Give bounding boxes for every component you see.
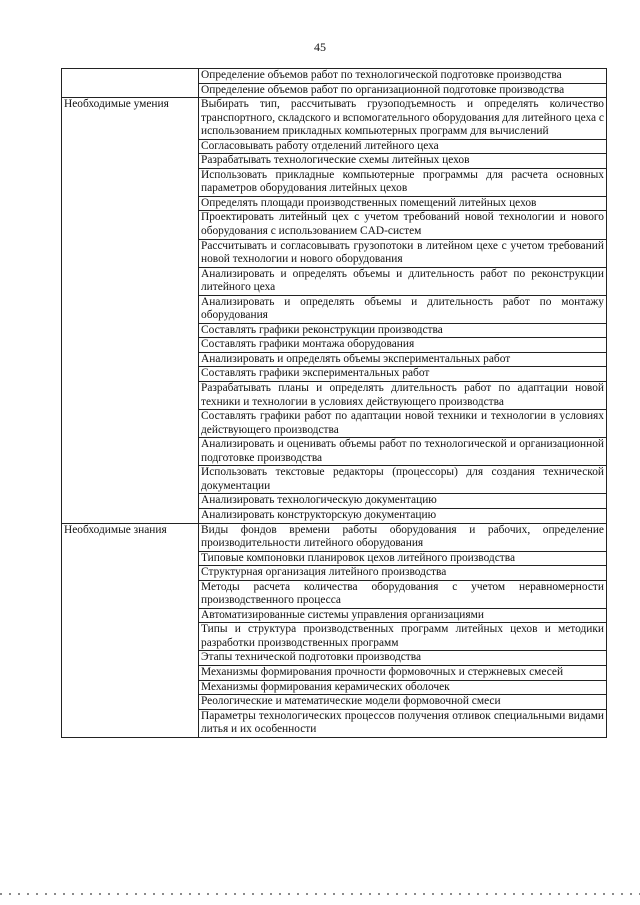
requirement-item: Составлять графики экспериментальных работ bbox=[199, 367, 607, 382]
requirement-item: Выбирать тип, рассчитывать грузоподъемность и определять количество транспортного, складского и вспомогательного оборудования для литейного цеха с использованием прикладных компьютерных программ для вычислений bbox=[199, 98, 607, 140]
requirement-item: Использовать прикладные компьютерные программы для расчета основных параметров оборудования литейных цехов bbox=[199, 168, 607, 196]
requirement-item: Проектировать литейный цех с учетом требований новой технологии и нового оборудования с использованием CAD-систем bbox=[199, 211, 607, 239]
requirement-item: Анализировать и определять объемы и длительность работ по реконструкции литейного цеха bbox=[199, 267, 607, 295]
requirement-item: Определять площади производственных помещений литейных цехов bbox=[199, 196, 607, 211]
requirement-item: Составлять графики монтажа оборудования bbox=[199, 338, 607, 353]
requirement-item: Виды фондов времени работы оборудования и рабочих, определение производительности литейного оборудования bbox=[199, 523, 607, 551]
requirement-item: Типовые компоновки планировок цехов литейного производства bbox=[199, 551, 607, 566]
requirement-item: Разрабатывать планы и определять длительность работ по адаптации новой техники и технологии в условиях действующего производства bbox=[199, 382, 607, 410]
page-number: 45 bbox=[314, 40, 326, 54]
requirement-item: Рассчитывать и согласовывать грузопотоки в литейном цехе с учетом требований новой технологии и нового оборудования bbox=[199, 239, 607, 267]
requirement-item: Структурная организация литейного производства bbox=[199, 566, 607, 581]
table-body bbox=[62, 69, 607, 738]
requirement-item: Разрабатывать технологические схемы литейных цехов bbox=[199, 154, 607, 169]
table-row bbox=[62, 69, 607, 84]
requirement-item: Анализировать технологическую документацию bbox=[199, 494, 607, 509]
requirement-item: Методы расчета количества оборудования с учетом неравномерности производственного процесса bbox=[199, 580, 607, 608]
requirement-item: Механизмы формирования прочности формовочных и стержневых смесей bbox=[199, 665, 607, 680]
requirement-item: Механизмы формирования керамических оболочек bbox=[199, 680, 607, 695]
requirement-item: Этапы технической подготовки производства bbox=[199, 651, 607, 666]
requirement-item: Анализировать и оценивать объемы работ по технологической и организационной подготовке производства bbox=[199, 438, 607, 466]
requirement-item: Реологические и математические модели формовочной смеси bbox=[199, 695, 607, 710]
requirement-item: Анализировать конструкторскую документацию bbox=[199, 508, 607, 523]
requirement-item: Анализировать и определять объемы и длительность работ по монтажу оборудования bbox=[199, 295, 607, 323]
requirement-item: Типы и структура производственных программ литейных цехов и методики разработки производственных программ bbox=[199, 623, 607, 651]
requirement-item: Использовать текстовые редакторы (процессоры) для создания технической документации bbox=[199, 466, 607, 494]
requirement-item: Составлять графики работ по адаптации новой техники и технологии в условиях действующего производства bbox=[199, 410, 607, 438]
table-row bbox=[62, 98, 607, 140]
bottom-edge-dashes bbox=[0, 893, 640, 895]
requirement-item: Анализировать и определять объемы экспериментальных работ bbox=[199, 352, 607, 367]
requirement-item: Согласовывать работу отделений литейного цеха bbox=[199, 139, 607, 154]
category-label bbox=[62, 69, 199, 98]
requirement-item: Определение объемов работ по технологической подготовке производства bbox=[199, 69, 607, 84]
category-label: Необходимые умения bbox=[62, 98, 199, 523]
category-label: Необходимые знания bbox=[62, 523, 199, 737]
requirement-item: Определение объемов работ по организационной подготовке производства bbox=[199, 83, 607, 98]
requirement-item: Составлять графики реконструкции производства bbox=[199, 323, 607, 338]
requirement-item: Параметры технологических процессов получения отливок специальными видами литья и их особенности bbox=[199, 709, 607, 737]
table-row bbox=[62, 523, 607, 551]
requirement-item: Автоматизированные системы управления организациями bbox=[199, 608, 607, 623]
requirements-table bbox=[61, 68, 607, 738]
